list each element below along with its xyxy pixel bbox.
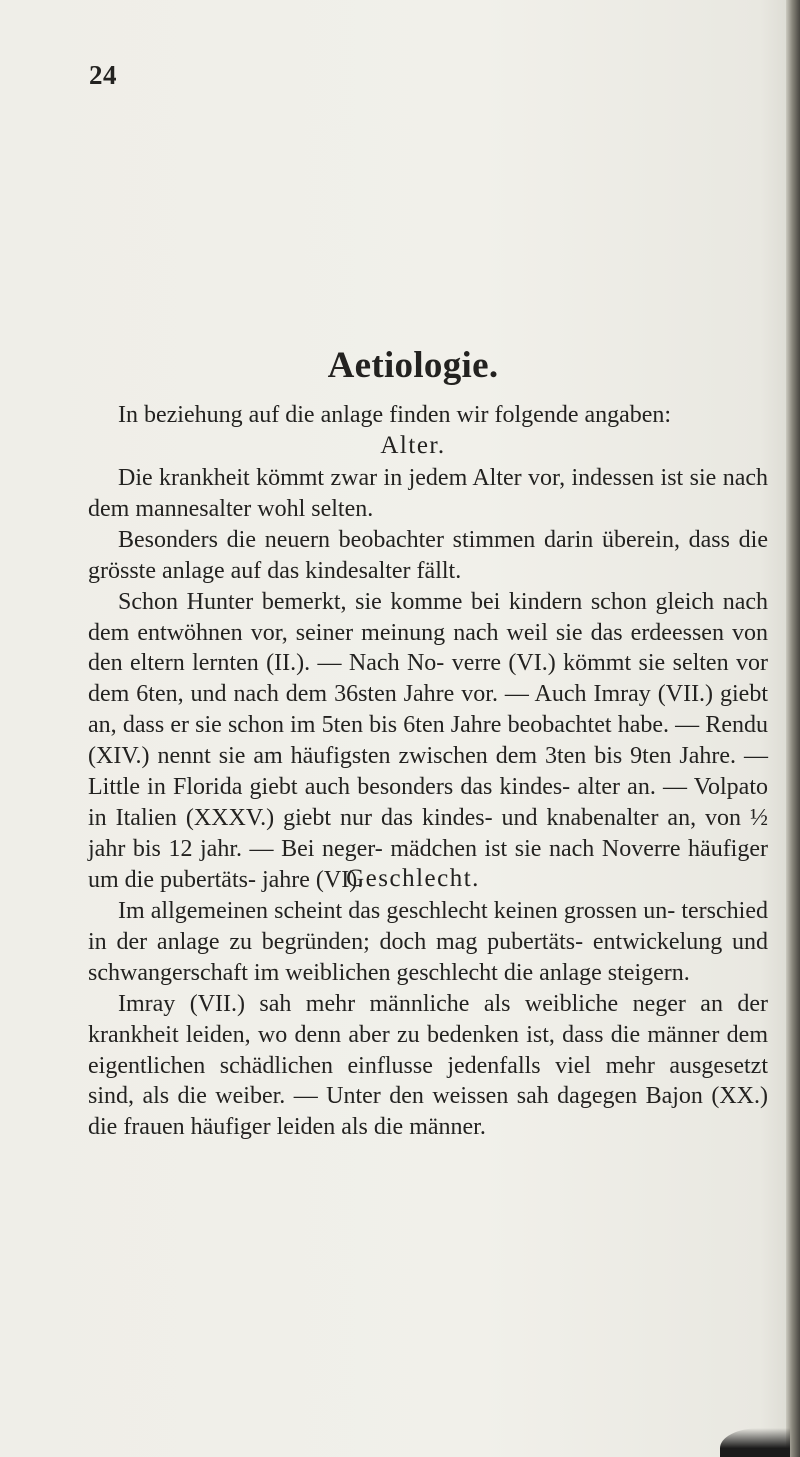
paragraph: Im allgemeinen scheint das geschlecht keinen grossen un- terschied in der anlage zu begründen; doch mag pubertäts- entwickelung und schwangerschaft im weiblichen geschlecht die anlage steigern. [88,898,768,986]
paragraph: Schon Hunter bemerkt, sie komme bei kindern schon gleich nach dem entwöhnen vor, seiner meinung nach weil sie das erdeessen von den eltern lernten (II.). — Nach No- verre (VI.) kömmt sie selten vor dem 6ten, und nach dem 36sten Jahre vor. — Auch Imray (VII.) giebt an, dass er sie schon im 5ten bis 6ten Jahre beobachtet habe. — Rendu (XIV.) nennt sie am häufigsten zwischen dem 3ten bis 9ten Jahre. — Little in Florida giebt auch besonders das kindes- alter an. — Volpato in Italien (XXXV.) giebt nur das kindes- und knabenalter an, von ½ jahr bis 12 jahr. — Bei neger- mädchen ist sie nach Noverre häufiger um die pubertäts- jahre (VI). [88,588,768,893]
chapter-heading: Aetiologie. [327,345,499,386]
intro-block [88,400,768,431]
intro-paragraph: In beziehung auf die anlage finden wir folgende angaben: [118,402,672,428]
section-body-alter [88,463,768,896]
paragraph: Die krankheit kömmt zwar in jedem Alter vor, indessen ist sie nach dem mannesalter wohl selten. [88,465,768,522]
book-binding-edge [786,0,800,1457]
section-title-alter: Alter. [380,432,446,459]
paragraph: Besonders die neuern beobachter stimmen darin überein, dass die grösste anlage auf das kindesalter fällt. [88,526,768,584]
ink-smudge [720,1428,790,1457]
section-title-geschlecht: Geschlecht. [346,865,480,892]
section-body-geschlecht [88,896,768,1143]
page-number: 24 [89,60,117,90]
paragraph: Imray (VII.) sah mehr männliche als weibliche neger an der krankheit leiden, wo denn aber zu bedenken ist, dass die männer dem eigentlichen schädlichen einflusse jedenfalls viel mehr ausgesetzt sind, als die weiber. — Unter den weissen sah dagegen Bajon (XX.) die frauen häufiger leiden als die männer. [88,990,768,1141]
